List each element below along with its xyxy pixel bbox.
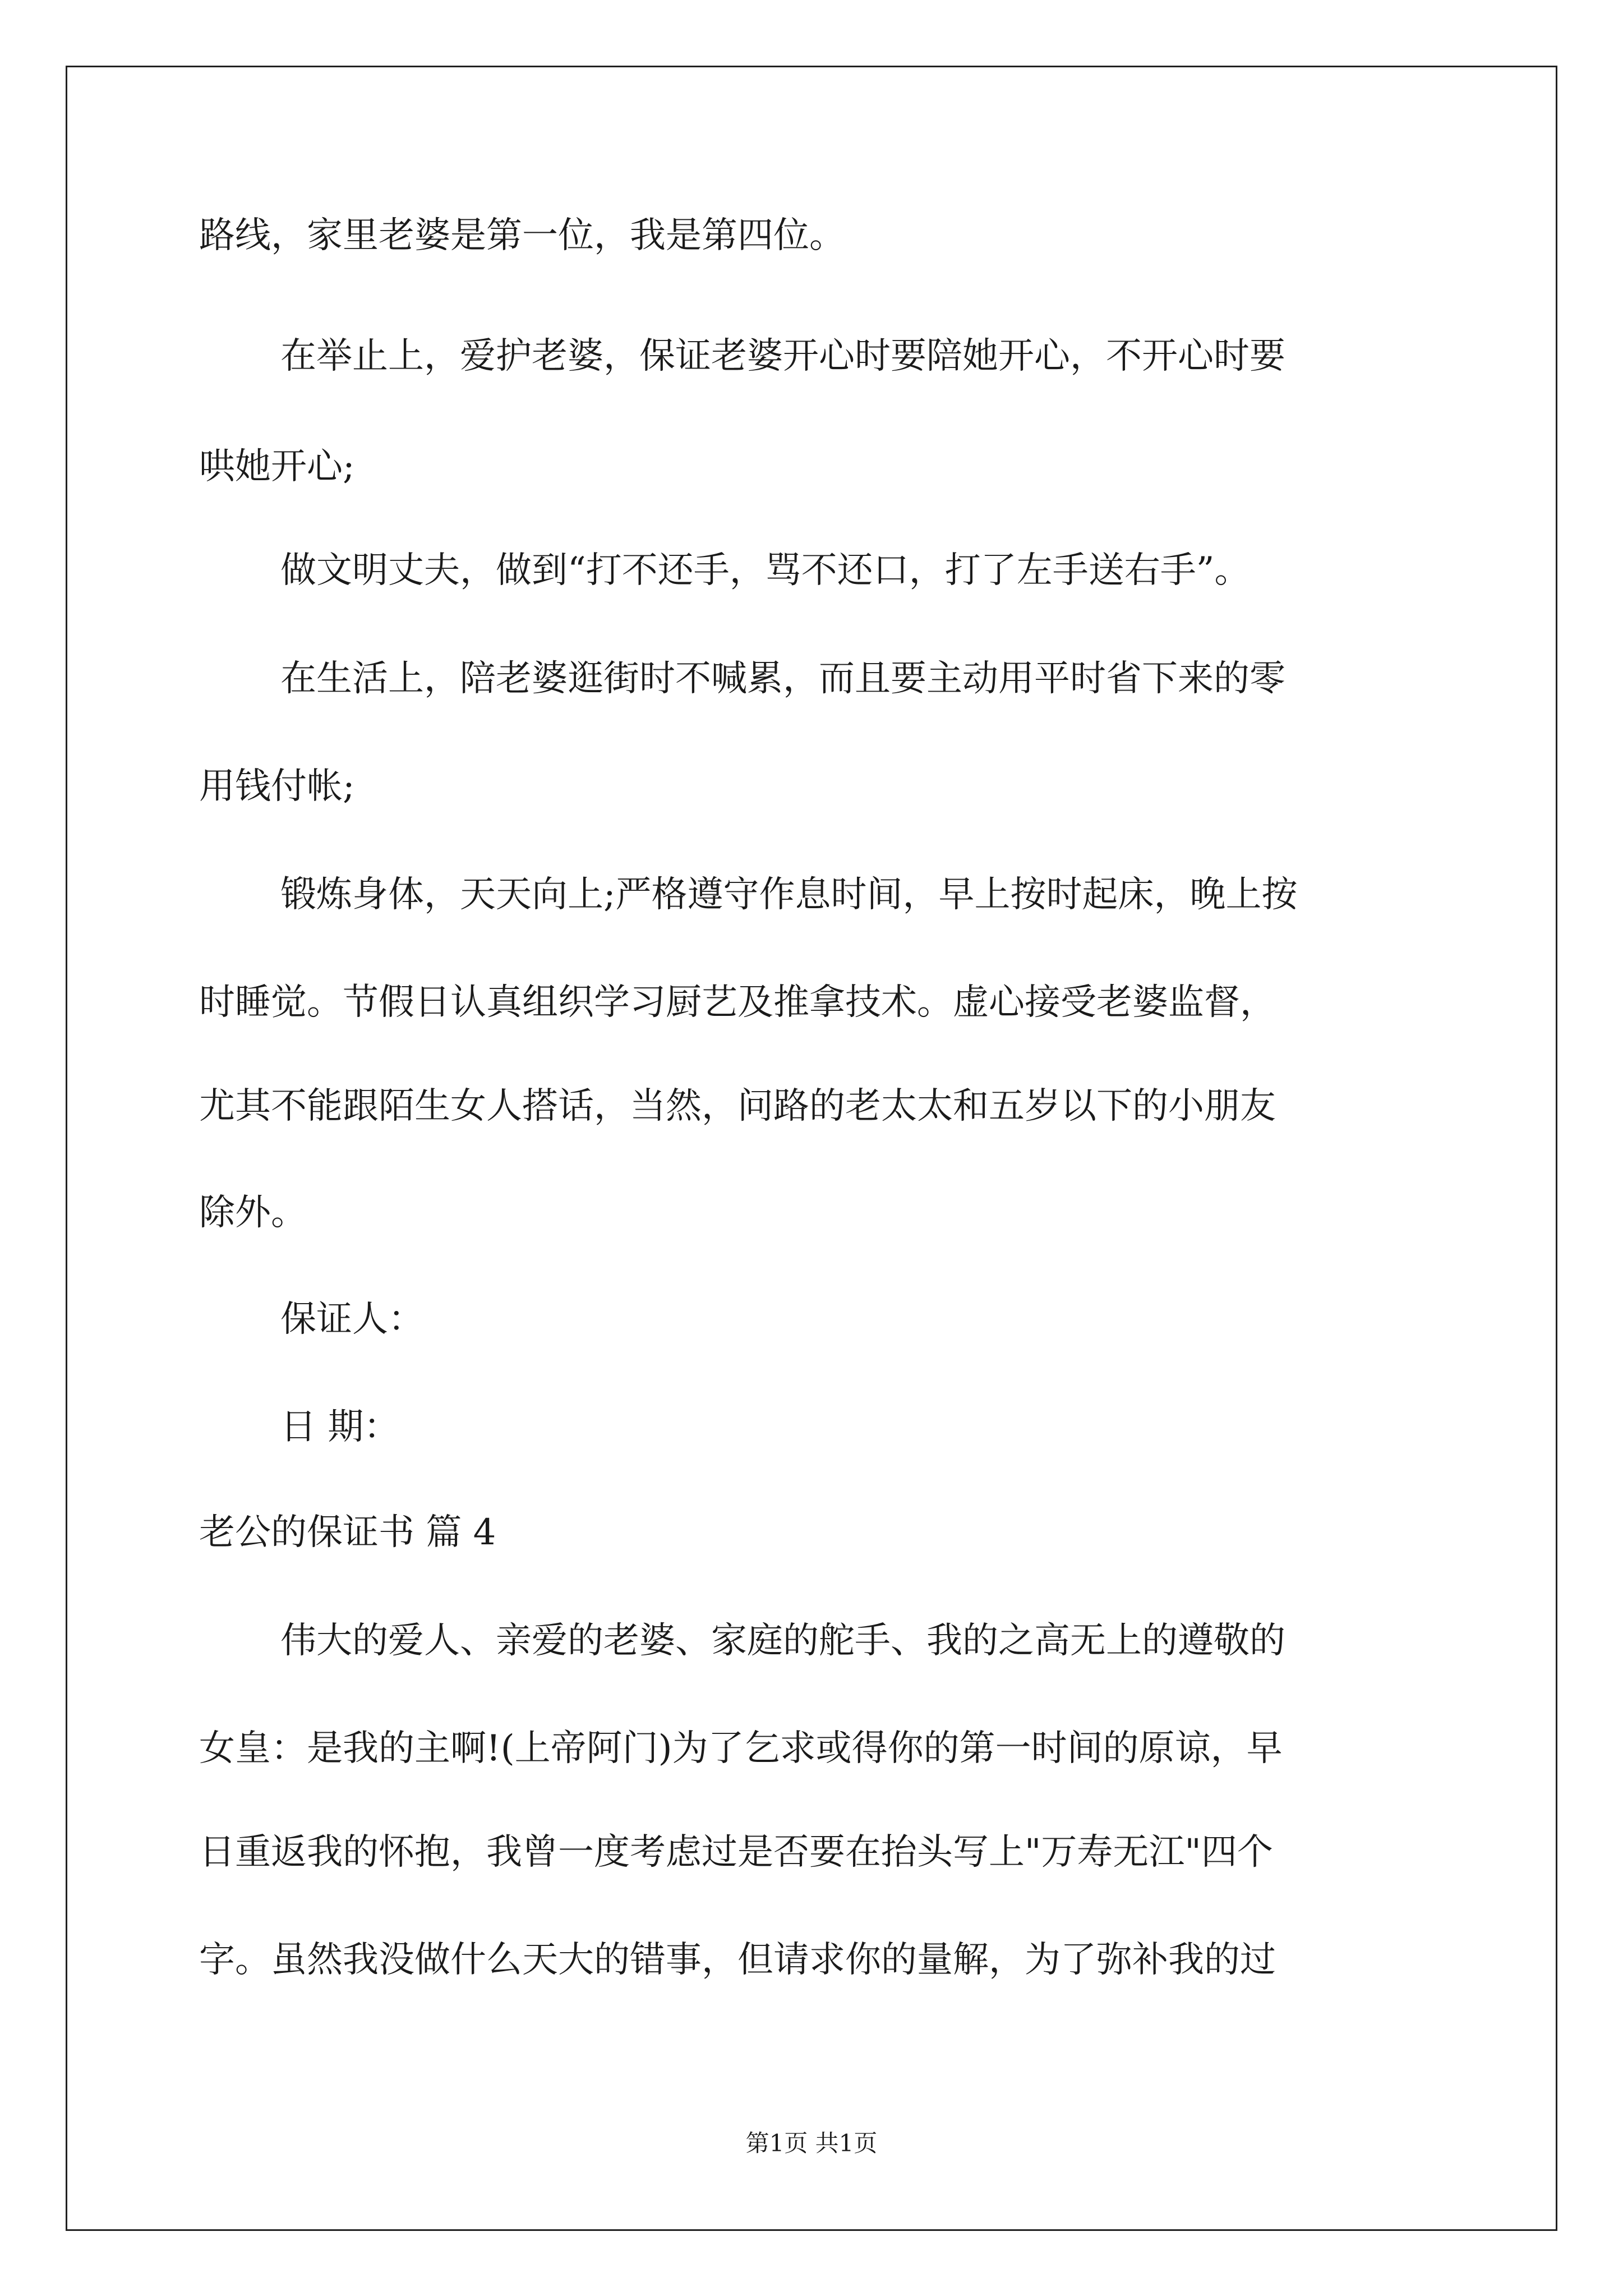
paragraph-line: 尤其不能跟陌生女人搭话，当然，问路的老太太和五岁以下的小朋友 [199,1085,1276,1127]
paragraph-line: 用钱付帐; [199,766,355,807]
paragraph-line: 在生活上，陪老婆逛街时不喊累，而且要主动用平时省下来的零 [280,658,1285,700]
signature-label: 保证人： [280,1299,424,1340]
paragraph-line: 哄她开心; [199,446,355,487]
page-border [66,66,1557,2231]
paragraph-line: 在举止上，爱护老婆，保证老婆开心时要陪她开心，不开心时要 [280,335,1285,377]
paragraph-line: 女皇：是我的主啊!(上帝阿门)为了乞求或得你的第一时间的原谅，早 [199,1728,1283,1769]
date-label: 日 期： [280,1406,400,1448]
page-footer: 第1页 共1页 [745,2129,878,2157]
paragraph-line: 路线，家里老婆是第一位，我是第四位。 [199,215,845,256]
paragraph-line: 字。虽然我没做什么天大的错事，但请求你的量解，为了弥补我的过 [199,1939,1276,1981]
paragraph-line: 除外。 [199,1192,307,1234]
paragraph-line: 做文明丈夫，做到“打不还手，骂不还口，打了左手送右手”。 [280,550,1251,591]
paragraph-line: 锻炼身体，天天向上;严格遵守作息时间，早上按时起床，晚上按 [280,874,1298,915]
paragraph-line: 伟大的爱人、亲爱的老婆、家庭的舵手、我的之高无上的遵敬的 [280,1620,1285,1662]
paragraph-line: 日重返我的怀抱，我曾一度考虑过是否要在抬头写上"万寿无江"四个 [199,1832,1273,1873]
section-heading: 老公的保证书 篇 4 [199,1512,496,1553]
paragraph-line: 时睡觉。节假日认真组织学习厨艺及推拿技术。虚心接受老婆监督， [199,982,1276,1023]
